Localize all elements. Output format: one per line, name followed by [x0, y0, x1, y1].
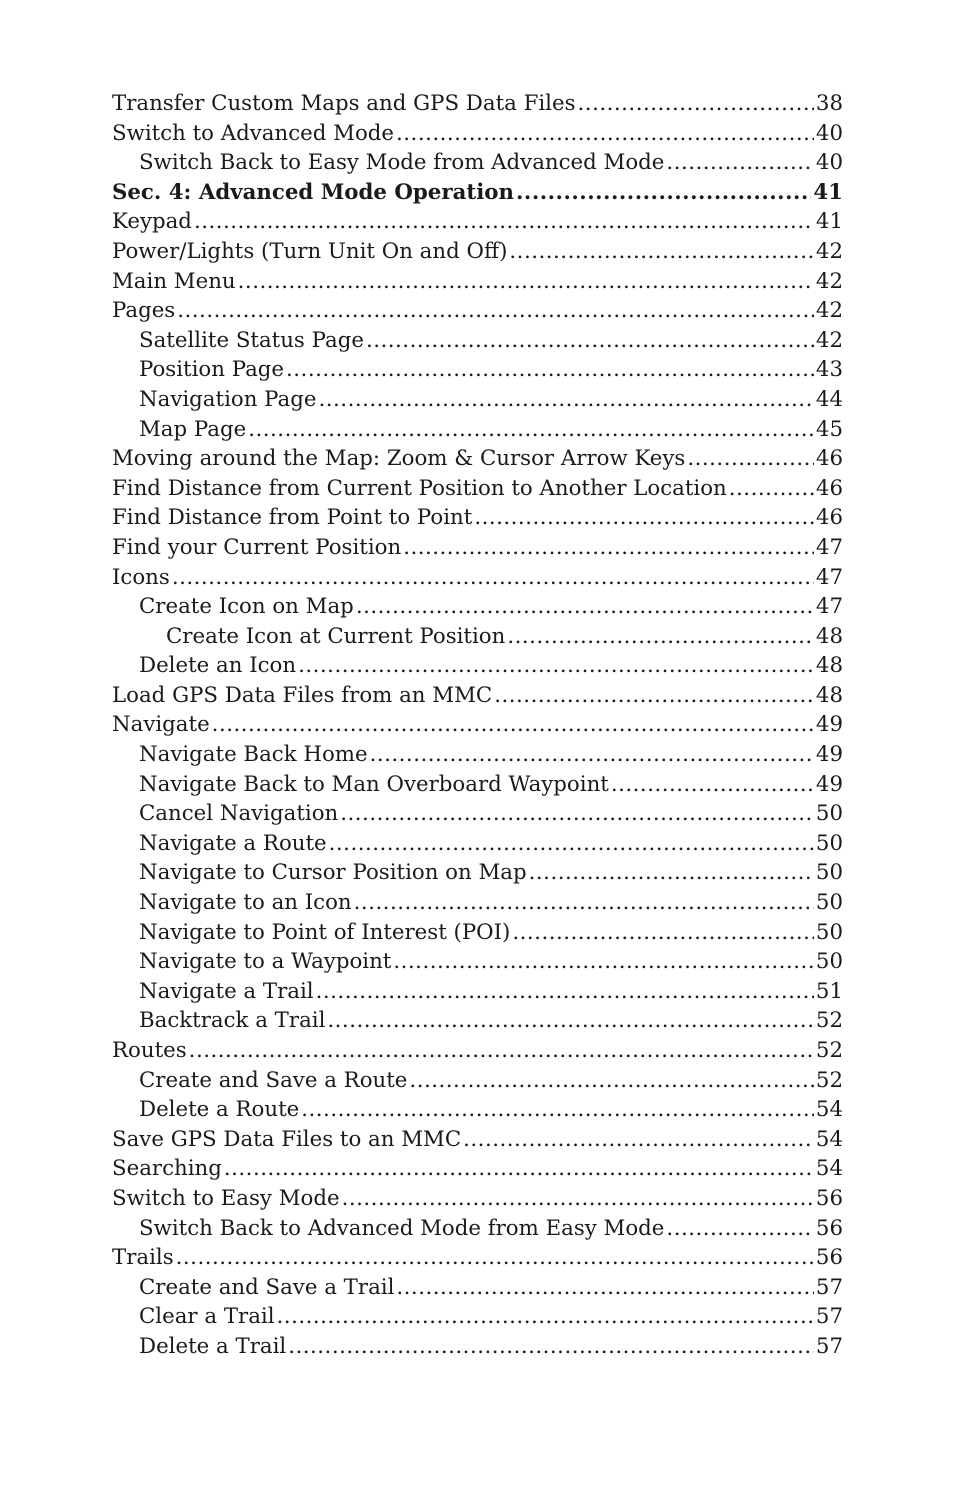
- toc-subentry[interactable]: [112, 1066, 843, 1096]
- toc-entry-title: Create and Save a Route: [139, 1067, 408, 1093]
- toc-subentry[interactable]: [112, 799, 843, 829]
- toc-page-number: 54: [815, 1126, 843, 1152]
- dot-leader: [509, 237, 813, 267]
- toc-entry-title: Keypad: [112, 209, 192, 235]
- toc-subentry[interactable]: [112, 947, 843, 977]
- toc-page-number: 56: [815, 1215, 843, 1241]
- toc-entry-title: Delete a Route: [139, 1097, 300, 1123]
- dot-leader: [172, 563, 814, 593]
- toc-entry-title: Navigate to Cursor Position on Map: [139, 860, 527, 886]
- dot-leader: [354, 888, 814, 918]
- toc-subentry[interactable]: [112, 1273, 843, 1303]
- toc-subentry[interactable]: [112, 592, 843, 622]
- toc-entry-title: Map Page: [139, 416, 247, 442]
- toc-subentry[interactable]: [112, 918, 843, 948]
- dot-leader: [238, 267, 814, 297]
- toc-page-number: 54: [815, 1156, 843, 1182]
- toc-page-number: 52: [815, 1067, 843, 1093]
- dot-leader: [288, 1332, 814, 1362]
- toc-entry[interactable]: [112, 1243, 843, 1273]
- toc-entry[interactable]: [112, 119, 843, 149]
- toc-entry-title: Create and Save a Trail: [139, 1274, 395, 1300]
- toc-entry-title: Transfer Custom Maps and GPS Data Files: [112, 91, 576, 116]
- dot-leader: [512, 918, 814, 948]
- dot-leader: [301, 1095, 814, 1125]
- dot-leader: [194, 207, 814, 237]
- toc-entry-title: Navigate: [112, 712, 210, 738]
- toc-entry-title: Create Icon at Current Position: [166, 623, 506, 649]
- toc-page-number: 52: [815, 1008, 843, 1034]
- toc-entry-title: Navigate Back to Man Overboard Waypoint: [139, 771, 609, 797]
- dot-leader: [393, 947, 814, 977]
- toc-page-number: 38: [815, 91, 843, 116]
- toc-entry[interactable]: [112, 1036, 843, 1066]
- toc-entry[interactable]: [112, 207, 843, 237]
- toc-entry-title: Create Icon on Map: [139, 594, 354, 620]
- toc-entry-title: Sec. 4: Advanced Mode Operation: [112, 179, 514, 205]
- dot-leader: [396, 119, 814, 149]
- dot-leader: [298, 651, 814, 681]
- toc-page-number: 54: [815, 1097, 843, 1123]
- dot-leader: [666, 1214, 813, 1244]
- toc-page-number: 46: [815, 446, 843, 472]
- dot-leader: [409, 1066, 813, 1096]
- toc-page-number: 40: [815, 150, 843, 176]
- toc-entry[interactable]: [112, 1154, 843, 1184]
- toc-page-number: 46: [815, 475, 843, 501]
- toc-entry-title: Searching: [112, 1156, 222, 1182]
- toc-page-number: 47: [815, 534, 843, 560]
- dot-leader: [463, 1125, 814, 1155]
- toc-entry-title: Delete an Icon: [139, 653, 297, 679]
- toc-page-number: 49: [815, 742, 843, 768]
- toc-entry-title: Navigate a Route: [139, 830, 327, 856]
- toc-subentry[interactable]: [112, 1214, 843, 1244]
- toc-page-number: 43: [815, 357, 843, 383]
- toc-entry[interactable]: [112, 1125, 843, 1155]
- toc-subentry[interactable]: [112, 770, 843, 800]
- table-of-contents: [112, 89, 843, 1362]
- dot-leader: [329, 829, 814, 859]
- toc-entry-title: Switch Back to Advanced Mode from Easy Mode: [139, 1215, 665, 1241]
- dot-leader: [277, 1302, 814, 1332]
- dot-leader: [340, 799, 814, 829]
- dot-leader: [729, 474, 814, 504]
- toc-page-number: 57: [815, 1274, 843, 1300]
- toc-page-number: 42: [815, 327, 843, 353]
- dot-leader: [507, 622, 814, 652]
- toc-entry[interactable]: [112, 533, 843, 563]
- dot-leader: [224, 1154, 814, 1184]
- toc-subentry[interactable]: [112, 355, 843, 385]
- toc-page-number: 56: [815, 1245, 843, 1271]
- toc-entry[interactable]: [112, 267, 843, 297]
- dot-leader: [342, 1184, 814, 1214]
- toc-entry-title: Navigate to an Icon: [139, 890, 352, 916]
- toc-entry-title: Navigate to a Waypoint: [139, 949, 392, 975]
- toc-page-number: 42: [815, 268, 843, 294]
- dot-leader: [177, 296, 814, 326]
- toc-entry[interactable]: [112, 474, 843, 504]
- dot-leader: [212, 710, 814, 740]
- toc-entry[interactable]: [112, 296, 843, 326]
- toc-subentry[interactable]: [112, 1302, 843, 1332]
- dot-leader: [666, 148, 813, 178]
- toc-entry-title: Navigate a Trail: [139, 978, 314, 1004]
- toc-entry-title: Switch to Advanced Mode: [112, 120, 395, 146]
- toc-page-number: 50: [815, 949, 843, 975]
- toc-page-number: 42: [815, 298, 843, 324]
- toc-entry-title: Navigate to Point of Interest (POI): [139, 919, 511, 945]
- toc-entry-title: Cancel Navigation: [139, 801, 339, 827]
- toc-subentry[interactable]: [112, 385, 843, 415]
- toc-entry[interactable]: [112, 563, 843, 593]
- toc-subentry[interactable]: [112, 622, 843, 652]
- toc-page-number: 48: [815, 682, 843, 708]
- toc-subentry[interactable]: [112, 326, 843, 356]
- toc-subentry[interactable]: [112, 1095, 843, 1125]
- toc-subentry[interactable]: [112, 829, 843, 859]
- toc-page-number: 42: [815, 238, 843, 264]
- toc-entry[interactable]: [112, 237, 843, 267]
- toc-entry-title: Position Page: [139, 357, 285, 383]
- toc-page-number: 49: [815, 771, 843, 797]
- toc-entry[interactable]: [112, 710, 843, 740]
- toc-entry-title: Switch Back to Easy Mode from Advanced Mode: [139, 150, 665, 176]
- toc-entry-title: Pages: [112, 298, 176, 324]
- toc-entry-title: Find Distance from Point to Point: [112, 505, 473, 531]
- toc-entry[interactable]: [112, 178, 843, 208]
- dot-leader: [474, 503, 814, 533]
- toc-subentry[interactable]: [112, 1006, 843, 1036]
- toc-page-number: 40: [815, 120, 843, 146]
- toc-entry-title: Navigate Back Home: [139, 742, 368, 768]
- toc-page-number: 48: [815, 623, 843, 649]
- toc-entry-title: Navigation Page: [139, 386, 317, 412]
- dot-leader: [611, 770, 814, 800]
- toc-page-number: 52: [815, 1038, 843, 1063]
- toc-page-number: 46: [815, 505, 843, 531]
- toc-subentry[interactable]: [112, 740, 843, 770]
- dot-leader: [248, 415, 814, 445]
- dot-leader: [319, 385, 814, 415]
- toc-subentry[interactable]: [112, 888, 843, 918]
- toc-subentry[interactable]: [112, 415, 843, 445]
- toc-entry[interactable]: [112, 1184, 843, 1214]
- dot-leader: [316, 977, 814, 1007]
- toc-entry[interactable]: [112, 503, 843, 533]
- dot-leader: [189, 1036, 814, 1066]
- toc-page-number: 50: [815, 830, 843, 856]
- dot-leader: [529, 858, 814, 888]
- toc-subentry[interactable]: [112, 148, 843, 178]
- dot-leader: [396, 1273, 814, 1303]
- toc-subentry[interactable]: [112, 977, 843, 1007]
- dot-leader: [516, 178, 811, 208]
- toc-page-number: 48: [815, 653, 843, 679]
- toc-subentry[interactable]: [112, 858, 843, 888]
- toc-page-number: 41: [815, 209, 843, 235]
- toc-entry-title: Main Menu: [112, 268, 236, 294]
- toc-page-number: 57: [815, 1333, 843, 1359]
- toc-page-number: 51: [815, 978, 843, 1004]
- toc-page-number: 56: [815, 1185, 843, 1211]
- dot-leader: [356, 592, 814, 622]
- toc-entry-title: Routes: [112, 1038, 187, 1063]
- toc-entry-title: Clear a Trail: [139, 1304, 275, 1330]
- toc-page-number: 50: [815, 801, 843, 827]
- toc-page-number: 50: [815, 919, 843, 945]
- toc-page-number: 50: [815, 890, 843, 916]
- dot-leader: [403, 533, 814, 563]
- toc-page-number: 41: [813, 179, 843, 205]
- toc-entry-title: Power/Lights (Turn Unit On and Off): [112, 238, 508, 264]
- toc-entry[interactable]: [112, 444, 843, 474]
- toc-page-number: 47: [815, 564, 843, 590]
- toc-entry-title: Satellite Status Page: [139, 327, 364, 353]
- toc-entry[interactable]: [112, 681, 843, 711]
- dot-leader: [494, 681, 814, 711]
- dot-leader: [578, 89, 814, 119]
- dot-leader: [286, 355, 814, 385]
- dot-leader: [687, 444, 814, 474]
- toc-entry-title: Delete a Trail: [139, 1333, 287, 1359]
- toc-entry-title: Moving around the Map: Zoom & Cursor Arrow Keys: [112, 446, 686, 472]
- dot-leader: [366, 326, 814, 356]
- toc-page-number: 49: [815, 712, 843, 738]
- toc-page-number: 45: [815, 416, 843, 442]
- toc-page-number: 57: [815, 1304, 843, 1330]
- toc-entry-title: Switch to Easy Mode: [112, 1185, 340, 1211]
- toc-entry[interactable]: [112, 89, 843, 119]
- toc-page-number: 50: [815, 860, 843, 886]
- toc-subentry[interactable]: [112, 651, 843, 681]
- toc-entry-title: Backtrack a Trail: [139, 1008, 326, 1034]
- toc-entry-title: Find your Current Position: [112, 534, 402, 560]
- toc-subentry[interactable]: [112, 1332, 843, 1362]
- dot-leader: [327, 1006, 814, 1036]
- toc-page-number: 47: [815, 594, 843, 620]
- toc-entry-title: Trails: [112, 1245, 174, 1271]
- dot-leader: [370, 740, 814, 770]
- toc-entry-title: Save GPS Data Files to an MMC: [112, 1126, 462, 1152]
- toc-entry-title: Load GPS Data Files from an MMC: [112, 682, 493, 708]
- toc-page-number: 44: [815, 386, 843, 412]
- dot-leader: [176, 1243, 814, 1273]
- toc-entry-title: Find Distance from Current Position to Another Location: [112, 475, 727, 501]
- toc-entry-title: Icons: [112, 564, 170, 590]
